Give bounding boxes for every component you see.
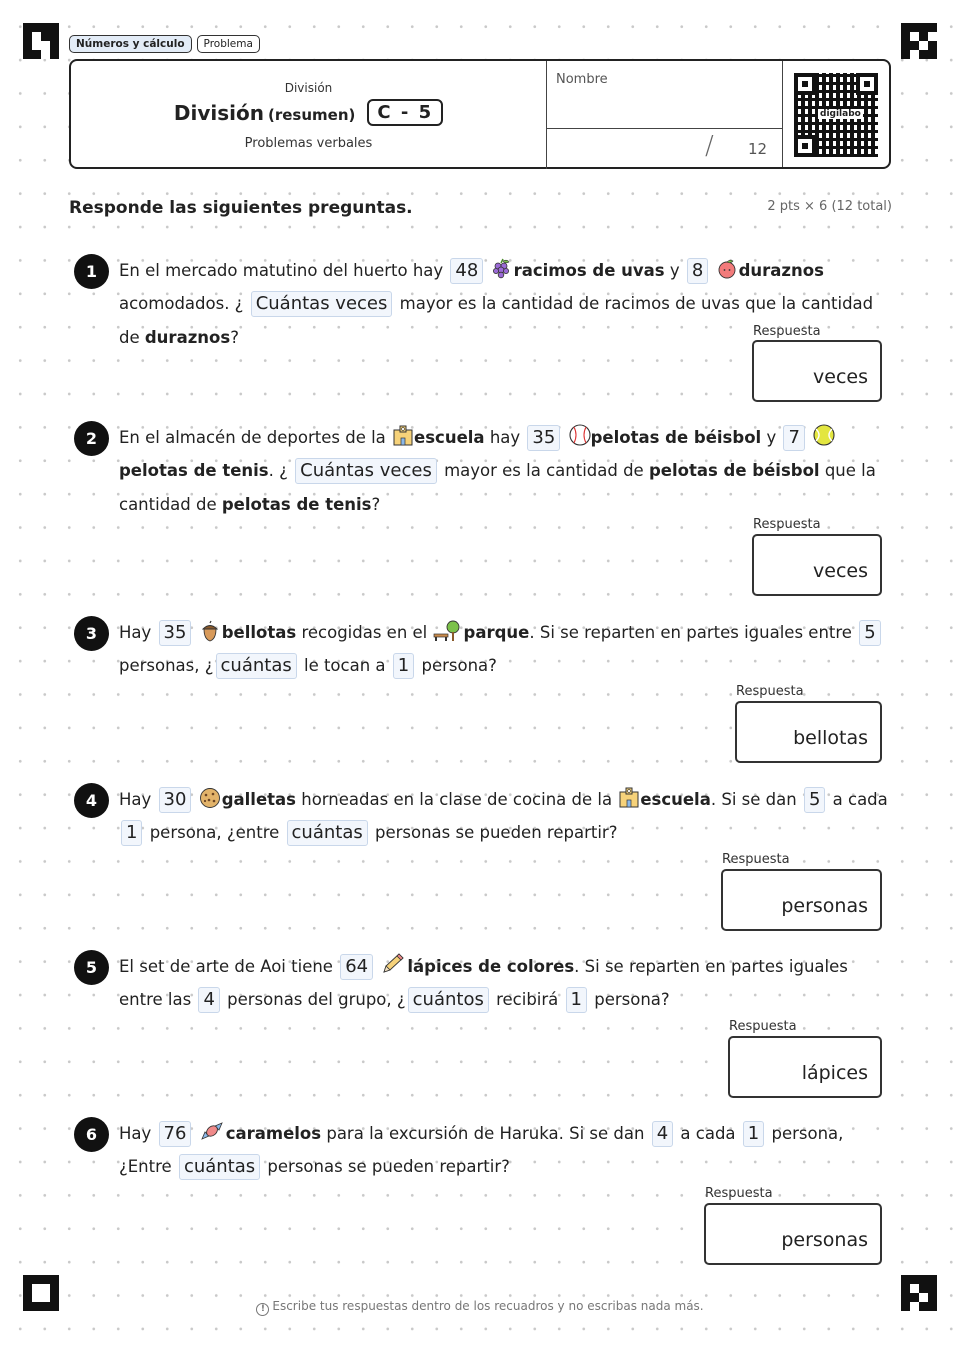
baseball-icon <box>568 423 590 445</box>
header-caption: Problemas verbales <box>244 136 373 151</box>
cookie-icon <box>199 787 221 809</box>
corner-marker-top-right <box>901 23 937 59</box>
number-box: 1 <box>121 820 142 846</box>
question-word-box: cuántas <box>287 820 368 846</box>
answer-label: Respuesta <box>705 1186 773 1201</box>
score-field[interactable] <box>546 129 782 169</box>
score-max: 12 <box>748 140 768 158</box>
question-number: 1 <box>74 254 109 289</box>
corner-marker-top-left <box>23 23 59 59</box>
answer-label: Respuesta <box>753 324 821 339</box>
answer-box-6[interactable]: personas <box>704 1203 882 1265</box>
question-word-box: Cuántas veces <box>295 458 437 484</box>
worksheet-header <box>69 59 891 169</box>
instruction-heading: Responde las siguientes preguntas. <box>69 198 413 218</box>
tag-category: Números y cálculo <box>69 35 192 53</box>
number-box: 64 <box>340 954 373 980</box>
grapes-icon <box>491 258 513 280</box>
question-number: 2 <box>74 421 109 456</box>
info-icon: ! <box>256 1303 269 1316</box>
answer-box-3[interactable]: bellotas <box>735 701 882 763</box>
number-box: 35 <box>159 620 192 646</box>
number-box: 5 <box>804 787 825 813</box>
question-text: Hay 76 caramelos para la excursión de Haruka. Si se dan 4 a cada 1 persona, ¿Entre cuántas personas se pueden repartir? <box>119 1117 891 1184</box>
number-box: 48 <box>450 258 483 284</box>
number-box: 8 <box>687 258 708 284</box>
tag-type: Problema <box>197 35 260 53</box>
answer-label: Respuesta <box>722 852 790 867</box>
pencil-icon <box>380 952 406 974</box>
question-number: 4 <box>74 783 109 818</box>
header-title-area <box>71 61 546 167</box>
qr-code-icon <box>794 73 878 157</box>
worksheet-code: C - 5 <box>367 99 443 126</box>
question-word-box: cuántas <box>216 653 297 679</box>
question-text: En el almacén de deportes de la escuela hay 35 pelotas de béisbol y 7 pelotas de tenis. ¿ Cuántas veces mayor es la cantidad de pelotas de béisbol que la cantidad de pelotas de tenis? <box>119 421 891 521</box>
qr-area <box>782 61 891 167</box>
question-text: Hay 30 galletas horneadas en la clase de cocina de la escuela. Si se dan 5 a cada 1 persona, ¿entre cuántas personas se pueden repartir? <box>119 783 891 850</box>
answer-box-4[interactable]: personas <box>721 869 882 931</box>
answer-box-5[interactable]: lápices <box>728 1036 882 1098</box>
answer-label: Respuesta <box>753 517 821 532</box>
number-box: 5 <box>859 620 880 646</box>
number-box: 7 <box>783 425 804 451</box>
number-box: 30 <box>159 787 192 813</box>
score-slash: / <box>705 131 714 161</box>
header-subject: División <box>284 81 333 95</box>
tag-row <box>69 35 260 53</box>
question-word-box: cuántas <box>179 1154 260 1180</box>
answer-label: Respuesta <box>736 684 804 699</box>
answer-label: Respuesta <box>729 1019 797 1034</box>
number-box: 4 <box>198 987 219 1013</box>
question-text: En el mercado matutino del huerto hay 48 racimos de uvas y 8 duraznos acomodados. ¿ Cuántas veces mayor es la cantidad de racimos de uvas que la cantidad de duraznos? <box>119 260 874 347</box>
number-box: 1 <box>393 653 414 679</box>
tennis-ball-icon <box>812 423 834 445</box>
question-word-box: Cuántas veces <box>251 291 393 317</box>
acorn-icon <box>199 620 221 642</box>
points-info: 2 pts × 6 (12 total) <box>767 199 892 214</box>
footer-text: Escribe tus respuestas dentro de los recuadros y no escribas nada más. <box>272 1299 704 1313</box>
footer-note <box>0 1299 960 1316</box>
qr-brand: digilabo <box>820 109 861 119</box>
number-box: 1 <box>743 1121 764 1147</box>
question-number: 3 <box>74 616 109 651</box>
school-icon <box>617 785 639 807</box>
name-field[interactable] <box>546 61 782 129</box>
answer-box-2[interactable]: veces <box>752 534 882 596</box>
park-icon <box>433 620 463 642</box>
header-title-row <box>71 99 546 126</box>
school-icon <box>391 423 413 445</box>
question-text: Hay 35 bellotas recogidas en el parque. Si se reparten en partes iguales entre 5 personas, ¿ cuántas le tocan a 1 persona? <box>119 616 891 683</box>
page-title: División (resumen) <box>173 100 356 125</box>
candy-icon <box>199 1119 225 1141</box>
number-box: 35 <box>527 425 560 451</box>
number-box: 4 <box>652 1121 673 1147</box>
name-label: Nombre <box>556 72 608 87</box>
peach-icon <box>716 258 738 280</box>
question-text: El set de arte de Aoi tiene 64 lápices de colores. Si se reparten en partes iguales entre las 4 personas del grupo, ¿ cuántos recibirá 1 persona? <box>119 950 891 1017</box>
number-box: 1 <box>566 987 587 1013</box>
answer-box-1[interactable]: veces <box>752 340 882 402</box>
number-box: 76 <box>159 1121 192 1147</box>
question-number: 6 <box>74 1117 109 1152</box>
question-word-box: cuántos <box>408 987 489 1013</box>
question-number: 5 <box>74 950 109 985</box>
